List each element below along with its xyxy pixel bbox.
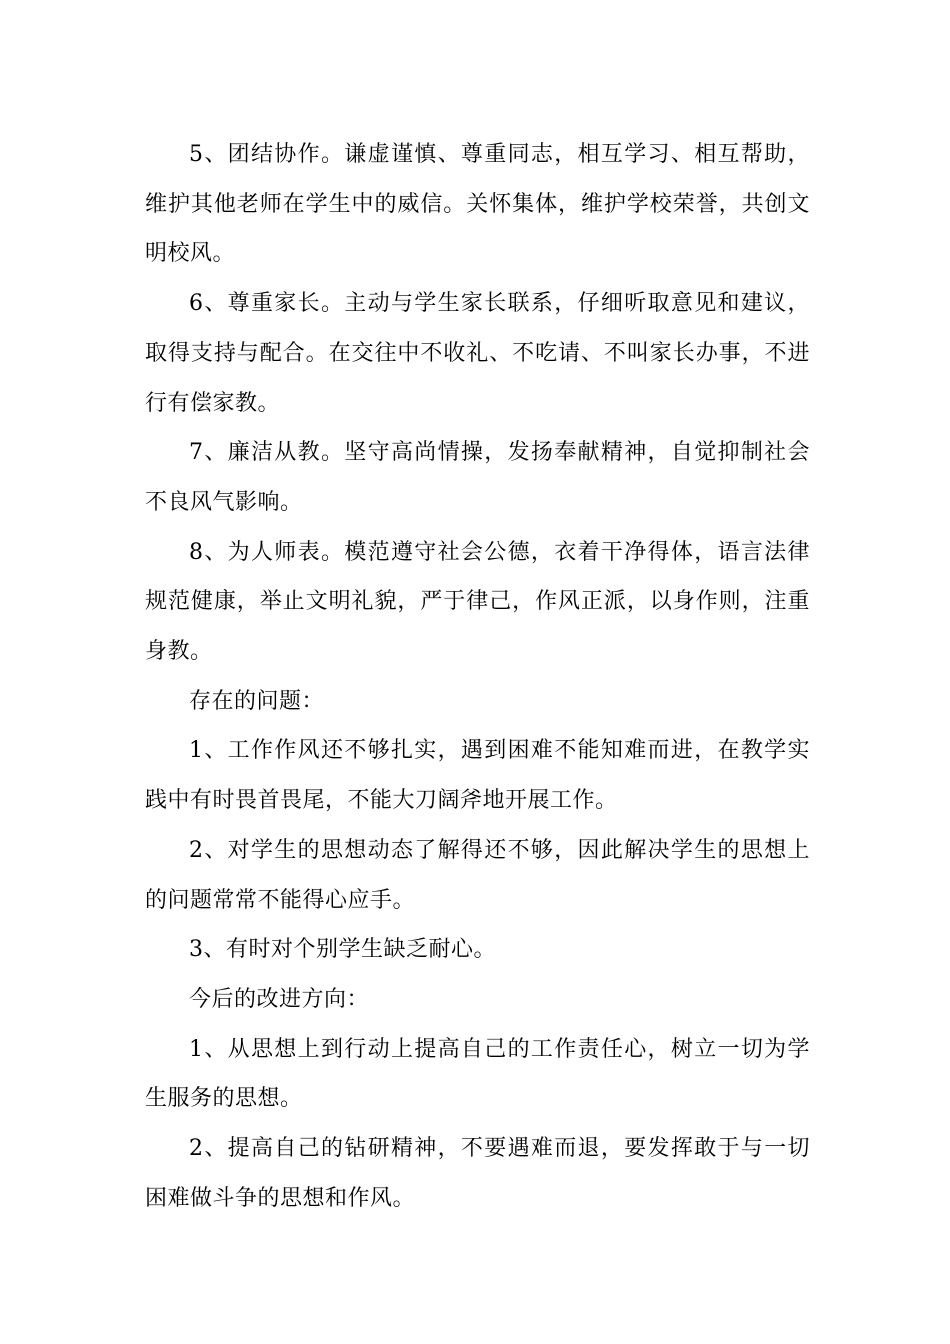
paragraph-improvement-2: 2、提高自己的钻研精神，不要遇难而退，要发挥敢于与一切困难做斗争的思想和作风。 [145, 1136, 810, 1211]
paragraph-role-model: 8、为人师表。模范遵守社会公德，衣着干净得体，语言法律规范健康，举止文明礼貌，严于律己，作风正派，以身作则，注重身教。 [145, 539, 810, 665]
paragraph-improvement-1: 1、从思想上到行动上提高自己的工作责任心，树立一切为学生服务的思想。 [145, 1036, 810, 1112]
paragraph-integrity: 7、廉洁从教。坚守高尚情操，发扬奉献精神，自觉抑制社会不良风气影响。 [145, 440, 810, 515]
paragraph-problem-3: 3、有时对个别学生缺乏耐心。 [189, 937, 496, 963]
paragraph-problem-2: 2、对学生的思想动态了解得还不够，因此解决学生的思想上的问题常常不能得心应手。 [145, 837, 810, 913]
document-body [145, 130, 810, 1223]
paragraph-respect-parents: 6、尊重家长。主动与学生家长联系，仔细听取意见和建议，取得支持与配合。在交往中不收礼、不吃请、不叫家长办事，不进行有偿家教。 [145, 291, 810, 416]
section-heading-problems: 存在的问题： [189, 688, 325, 714]
section-heading-improvements: 今后的改进方向： [189, 986, 370, 1012]
paragraph-unity: 5、团结协作。谦虚谨慎、尊重同志，相互学习、相互帮助，维护其他老师在学生中的威信。关怀集体，维护学校荣誉，共创文明校风。 [145, 142, 810, 267]
paragraph-problem-1: 1、工作作风还不够扎实，遇到困难不能知难而进，在教学实践中有时畏首畏尾，不能大刀阔斧地开展工作。 [145, 738, 810, 814]
